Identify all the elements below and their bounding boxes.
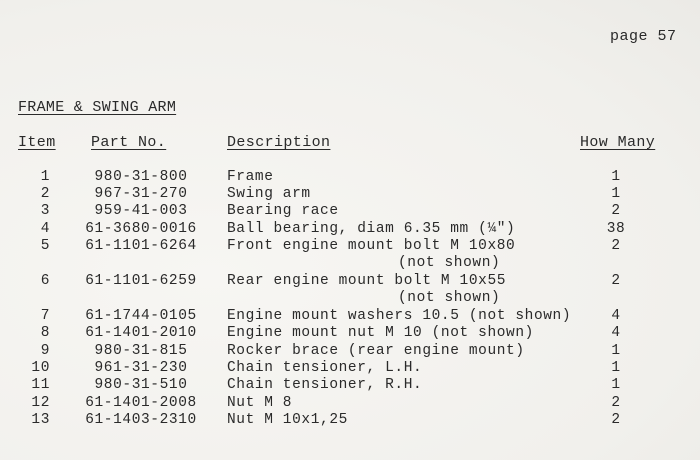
item-number: 7: [40, 308, 50, 324]
part-number: 61-1403-2310: [85, 412, 197, 428]
table-row: [0, 360, 700, 378]
item-number: 1: [40, 169, 50, 185]
quantity: 1: [611, 169, 621, 185]
part-number: 61-1744-0105: [85, 308, 197, 324]
item-number: 4: [40, 221, 50, 237]
table-row: [0, 412, 700, 430]
item-number: 13: [31, 412, 50, 428]
table-row: [0, 308, 700, 326]
item-number: 9: [40, 343, 50, 359]
part-number: 61-1101-6264: [85, 238, 197, 254]
quantity: 2: [611, 412, 621, 428]
part-description: Ball bearing, diam 6.35 mm (¼"): [227, 221, 516, 237]
column-header-part-no: Part No.: [91, 134, 167, 151]
item-number: 3: [40, 203, 50, 219]
table-row: [0, 238, 700, 256]
table-row: [0, 395, 700, 413]
description-note: (not shown): [398, 290, 501, 306]
item-number: 8: [40, 325, 50, 341]
part-description: Rocker brace (rear engine mount): [227, 343, 525, 359]
column-header-how-many: How Many: [580, 134, 656, 151]
part-description: Chain tensioner, R.H.: [227, 377, 423, 393]
part-number: 61-1401-2010: [85, 325, 197, 341]
quantity: 4: [611, 308, 621, 324]
part-number: 980-31-800: [94, 169, 188, 185]
part-number: 980-31-510: [94, 377, 188, 393]
part-description: Front engine mount bolt M 10x80: [227, 238, 516, 254]
page-number: page 57: [610, 28, 677, 45]
part-number: 980-31-815: [94, 343, 188, 359]
column-header-description: Description: [227, 134, 331, 151]
column-header-item: Item: [18, 134, 56, 151]
table-row: [0, 186, 700, 204]
quantity: 2: [611, 273, 621, 289]
table-row: [0, 343, 700, 361]
section-title: FRAME & SWING ARM: [18, 99, 177, 116]
part-description: Bearing race: [227, 203, 339, 219]
part-description: Nut M 8: [227, 395, 293, 411]
part-description: Chain tensioner, L.H.: [227, 360, 423, 376]
table-row: [0, 221, 700, 239]
table-row: [0, 169, 700, 187]
description-note: (not shown): [398, 255, 501, 271]
item-number: 11: [31, 377, 50, 393]
item-number: 6: [40, 273, 50, 289]
part-description: Engine mount washers 10.5 (not shown): [227, 308, 572, 324]
part-description: Swing arm: [227, 186, 311, 202]
item-number: 5: [40, 238, 50, 254]
quantity: 1: [611, 186, 621, 202]
table-row: [0, 203, 700, 221]
quantity: 38: [606, 221, 626, 237]
quantity: 2: [611, 238, 621, 254]
part-description: Rear engine mount bolt M 10x55: [227, 273, 507, 289]
table-row: [0, 377, 700, 395]
part-number: 959-41-003: [94, 203, 188, 219]
quantity: 1: [611, 377, 621, 393]
part-number: 967-31-270: [94, 186, 188, 202]
table-row: [0, 273, 700, 291]
part-number: 61-1101-6259: [85, 273, 197, 289]
part-number: 961-31-230: [94, 360, 188, 376]
part-description: Nut M 10x1,25: [227, 412, 348, 428]
quantity: 2: [611, 203, 621, 219]
quantity: 2: [611, 395, 621, 411]
quantity: 4: [611, 325, 621, 341]
part-description: Engine mount nut M 10 (not shown): [227, 325, 534, 341]
part-number: 61-3680-0016: [85, 221, 197, 237]
quantity: 1: [611, 343, 621, 359]
item-number: 2: [40, 186, 50, 202]
item-number: 12: [31, 395, 50, 411]
quantity: 1: [611, 360, 621, 376]
item-number: 10: [31, 360, 50, 376]
part-description: Frame: [227, 169, 274, 185]
table-row: [0, 325, 700, 343]
part-number: 61-1401-2008: [85, 395, 197, 411]
